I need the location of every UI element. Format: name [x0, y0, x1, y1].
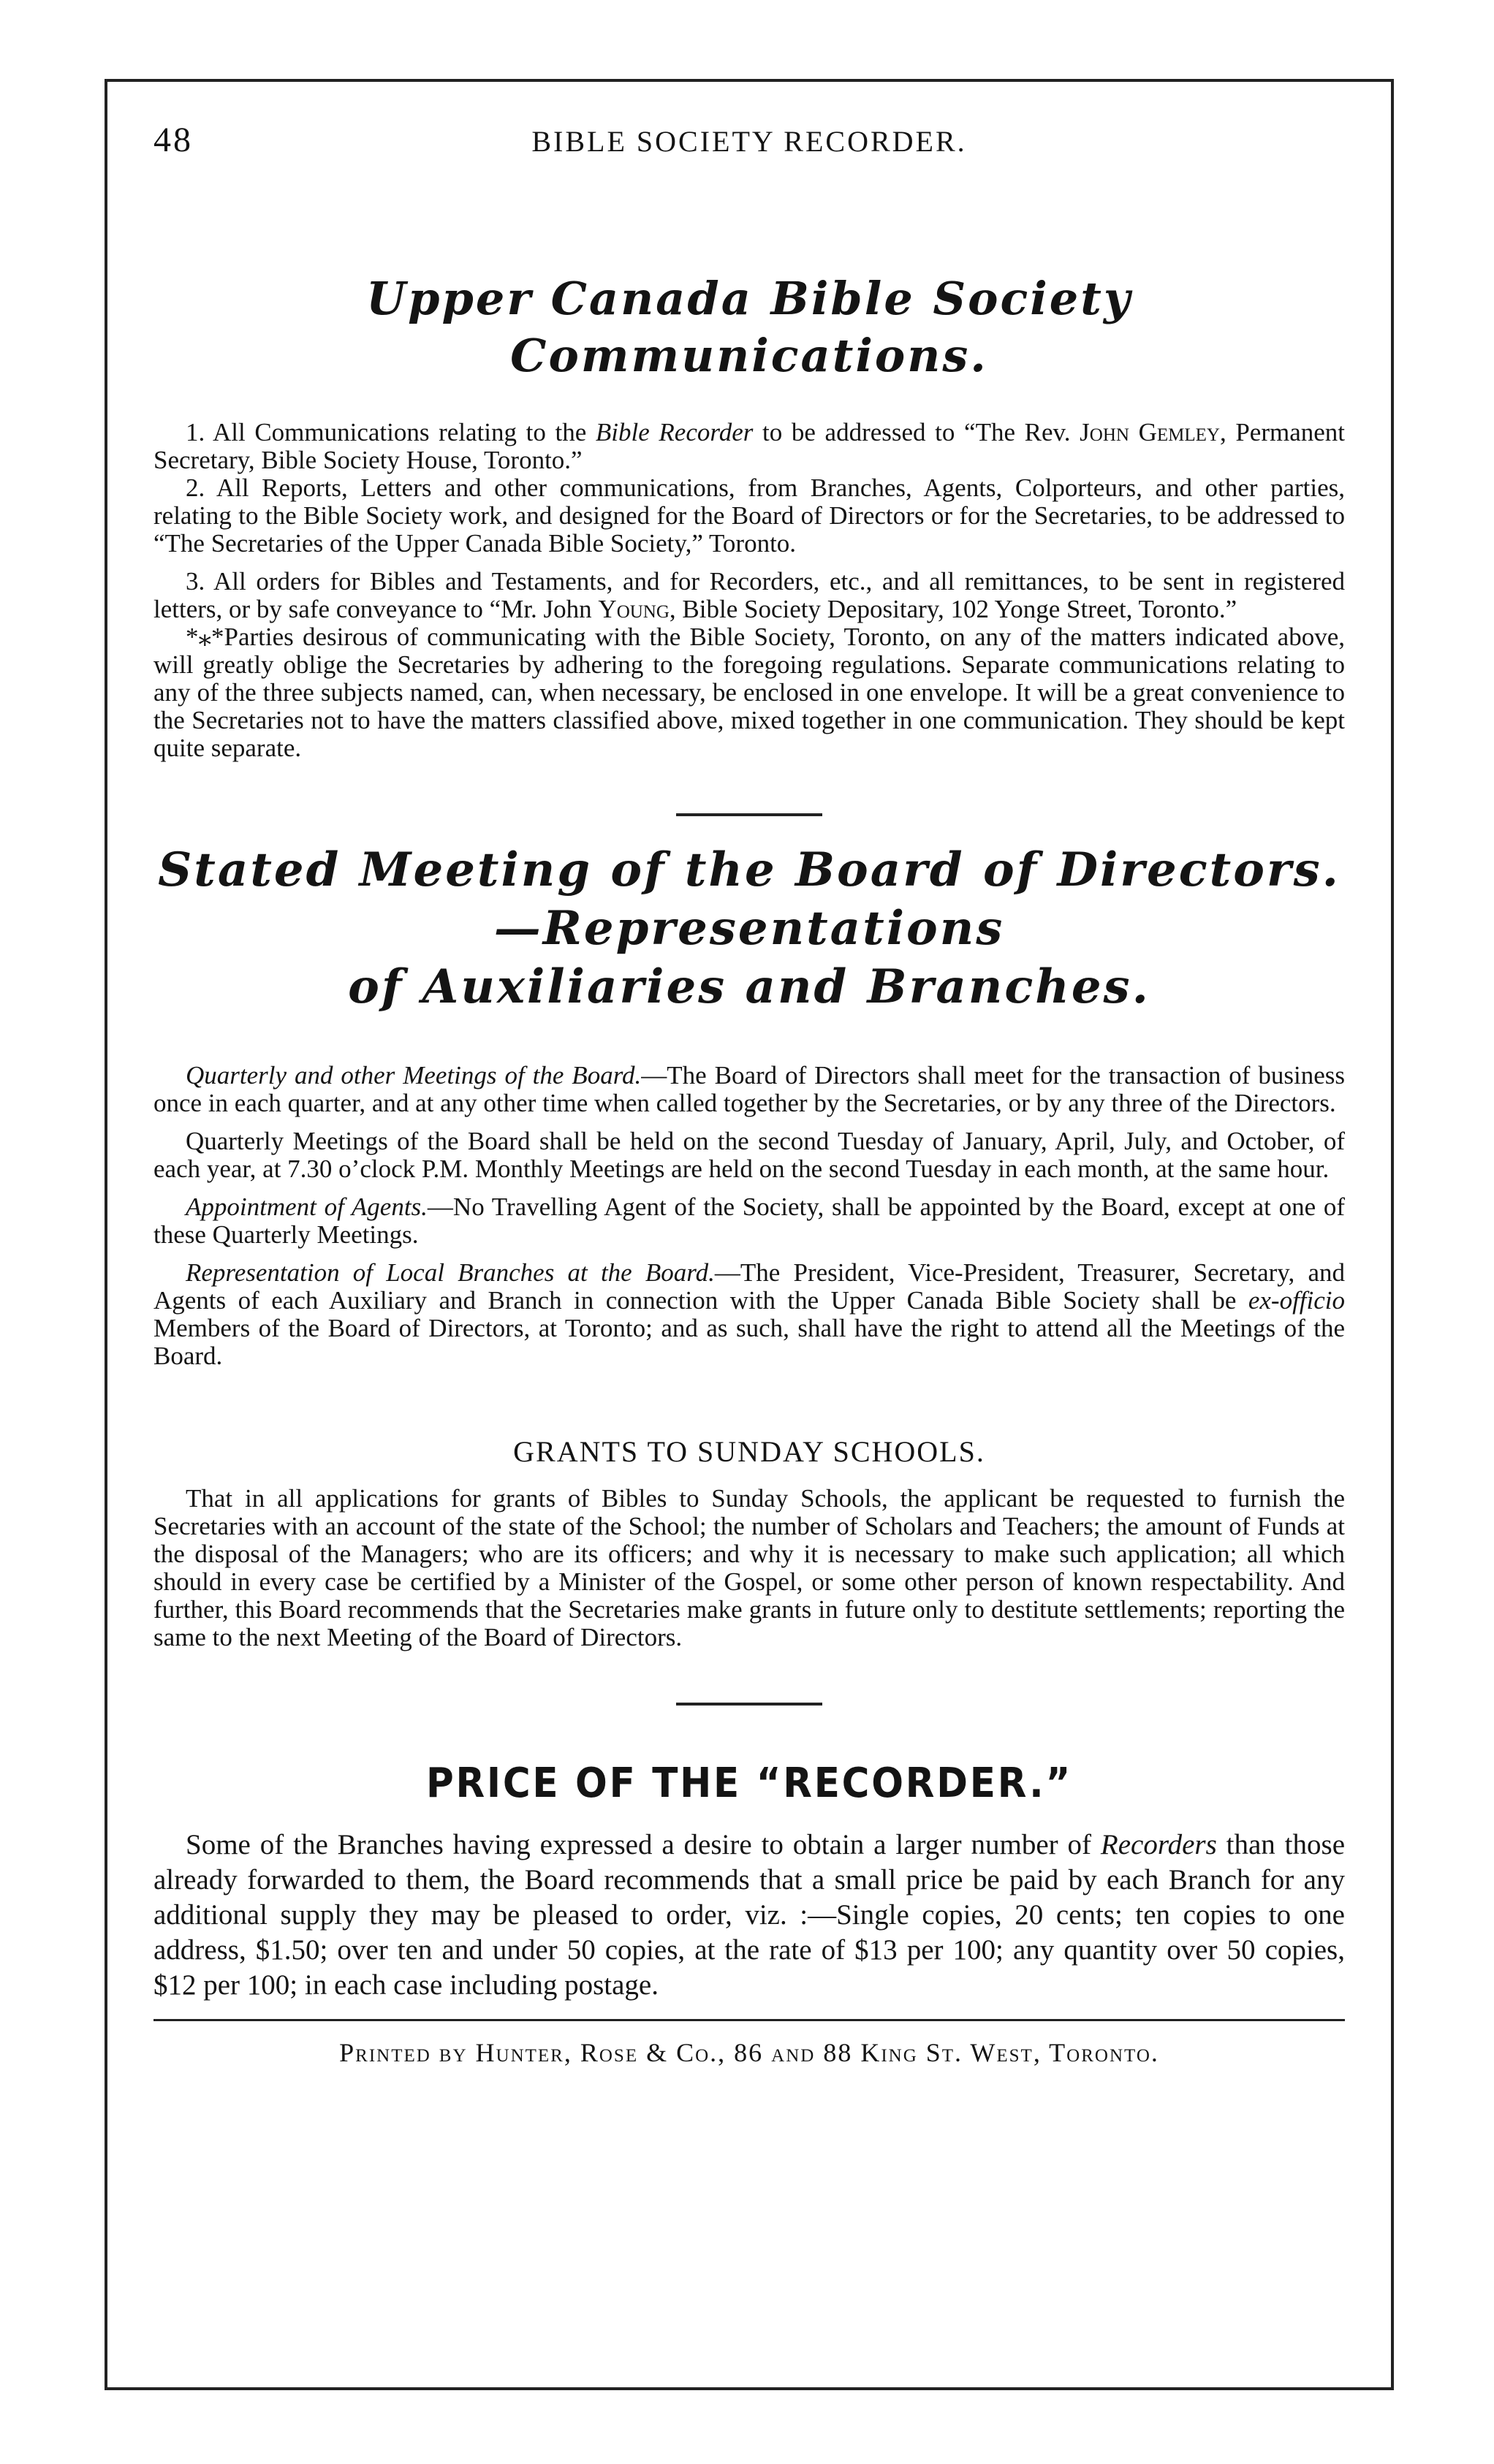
section-divider	[676, 813, 822, 816]
quarterly-meetings-paragraph: Quarterly and other Meetings of the Board.—The Board of Directors shall meet for the transaction of business once in each quarter, and at any other time when called together by the Secretaries, or by any three of the Directors.	[153, 1061, 1345, 1117]
stated-meeting-heading-line-2: of Auxiliaries and Branches.	[348, 959, 1150, 1014]
section-divider	[676, 1703, 822, 1706]
stated-meeting-heading	[153, 841, 1345, 1016]
footer-rule	[153, 2019, 1345, 2021]
price-heading: PRICE OF THE “RECORDER.”	[425, 1760, 1073, 1807]
meeting-schedule-paragraph: Quarterly Meetings of the Board shall be held on the second Tuesday of January, April, July, and October, of each year, at 7.30 o’clock P.M. Monthly Meetings are held on the second Tuesday in each month, at the same hour.	[153, 1127, 1345, 1183]
communications-note: *⁎*Parties desirous of communicating with the Bible Society, Toronto, on any of the matters indicated above, will greatly oblige the Secretaries by adhering to the foregoing regulations. Separate communications relating to any of the three subjects named, can, when necessary, be enclosed in one envelope. It will be a great convenience to the Secretaries not to have the matters classified above, mixed together in one communication. They should be kept quite separate.	[153, 623, 1345, 762]
price-paragraph: Some of the Branches having expressed a desire to obtain a larger number of Recorders than those already forwarded to them, the Board recommends that a small price be paid by each Branch for any additional supply they may be pleased to order, viz. :—Single copies, 20 cents; ten copies to one address, $1.50; over ten and under 50 copies, at the rate of $13 per 100; any quantity over 50 copies, $12 per 100; in each case including postage.	[153, 1829, 1346, 2001]
page-number: 48	[153, 121, 193, 159]
communications-heading: Upper Canada Bible Society Communications.	[366, 272, 1132, 382]
stated-meeting-heading-line-1: Stated Meeting of the Board of Directors.—Representations	[158, 843, 1341, 956]
communications-item-1: 1. All Communications relating to the Bible Recorder to be addressed to “The Rev. John Gemley, Permanent Secretary, Bible Society House, Toronto.”	[153, 418, 1345, 474]
appointment-of-agents-paragraph: Appointment of Agents.—No Travelling Agent of the Society, shall be appointed by the Board, except at one of these Quarterly Meetings.	[153, 1193, 1345, 1249]
communications-item-2: 2. All Reports, Letters and other communications, from Branches, Agents, Colporteurs, and other parties, relating to the Bible Society work, and designed for the Board of Directors or for the Secretaries, to be addressed to “The Secretaries of the Upper Canada Bible Society,” Toronto.	[153, 474, 1345, 558]
running-title: BIBLE SOCIETY RECORDER.	[531, 125, 967, 158]
communications-item-3: 3. All orders for Bibles and Testaments, and for Recorders, etc., and all remittances, to be sent in registered letters, or by safe conveyance to “Mr. John Young, Bible Society Depositary, 102 Yonge Street, Toronto.”	[153, 567, 1345, 623]
communications-section	[153, 419, 1345, 762]
representation-paragraph: Representation of Local Branches at the Board.—The President, Vice-President, Treasurer, Secretary, and Agents of each Auxiliary and Branch in connection with the Upper Canada Bible Society shall be ex-officio Members of the Board of Directors, at Toronto; and as such, shall have the right to attend all the Meetings of the Board.	[153, 1258, 1345, 1370]
stated-meeting-section	[153, 1062, 1345, 1370]
page-content	[153, 110, 1345, 2068]
page-header	[153, 110, 1345, 168]
printer-imprint: Printed by Hunter, Rose & Co., 86 and 88 King St. West, Toronto.	[339, 2038, 1159, 2067]
grants-heading: GRANTS TO SUNDAY SCHOOLS.	[513, 1435, 985, 1468]
grants-paragraph: That in all applications for grants of Bibles to Sunday Schools, the applicant be requested to furnish the Secretaries with an account of the state of the School; the number of Scholars and Teachers; the amount of Funds at the disposal of the Managers; who are its officers; and why it is necessary to make such application; all which should in every case be certified by a Minister of the Gospel, or some other person of known respectability. And further, this Board recommends that the Secretaries make grants in future only to destitute settlements; reporting the same to the next Meeting of the Board of Directors.	[153, 1484, 1345, 1651]
